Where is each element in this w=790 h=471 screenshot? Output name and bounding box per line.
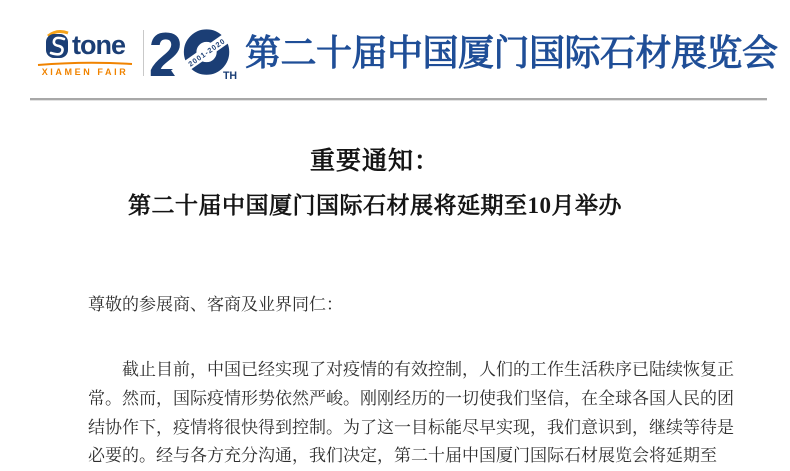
stone-fair-logo (36, 30, 134, 77)
xiamen-fair-label: XIAMEN FAIR (41, 66, 129, 77)
notice-heading: 重要通知： (309, 148, 440, 175)
anniversary-2-glyph: 2 (148, 21, 183, 91)
notice-subheading: 第二十届中国厦门国际石材展将延期至10月举办 (128, 193, 622, 218)
anniversary-th-label: TH (222, 70, 238, 83)
expo-title: 第二十届中国厦门国际石材展览会 (245, 32, 778, 73)
stone-logo-text: tone (72, 29, 125, 60)
notice-paragraph (88, 356, 734, 471)
paragraph-line: 截止目前，中国已经实现了对疫情的有效控制，人们的工作生活秩序已陆续恢复正 (122, 360, 734, 379)
anniversary-years-label: 2001-2020 (186, 36, 228, 69)
paragraph-line: 必要的。经与各方充分沟通，我们决定，第二十届中国厦门国际石材展览会将延期至 (88, 446, 717, 466)
salutation: 尊敬的参展商、客商及业界同仁： (88, 295, 343, 314)
stone-logo-row (45, 30, 125, 60)
stone-globe-icon (45, 30, 71, 60)
masthead (36, 21, 778, 91)
header-divider-rule (30, 98, 767, 101)
paragraph-line: 结协作下，疫情将很快得到控制。为了这一目标能尽早实现，我们意识到，继续等待是 (88, 417, 734, 437)
paragraph-line: 常。然而，国际疫情形势依然严峻。刚刚经历的一切使我们坚信，在全球各国人民的团 (88, 388, 734, 408)
logo-divider (143, 30, 144, 76)
logo-swoosh-underline (37, 61, 133, 66)
20th-anniversary-logo (148, 21, 238, 91)
